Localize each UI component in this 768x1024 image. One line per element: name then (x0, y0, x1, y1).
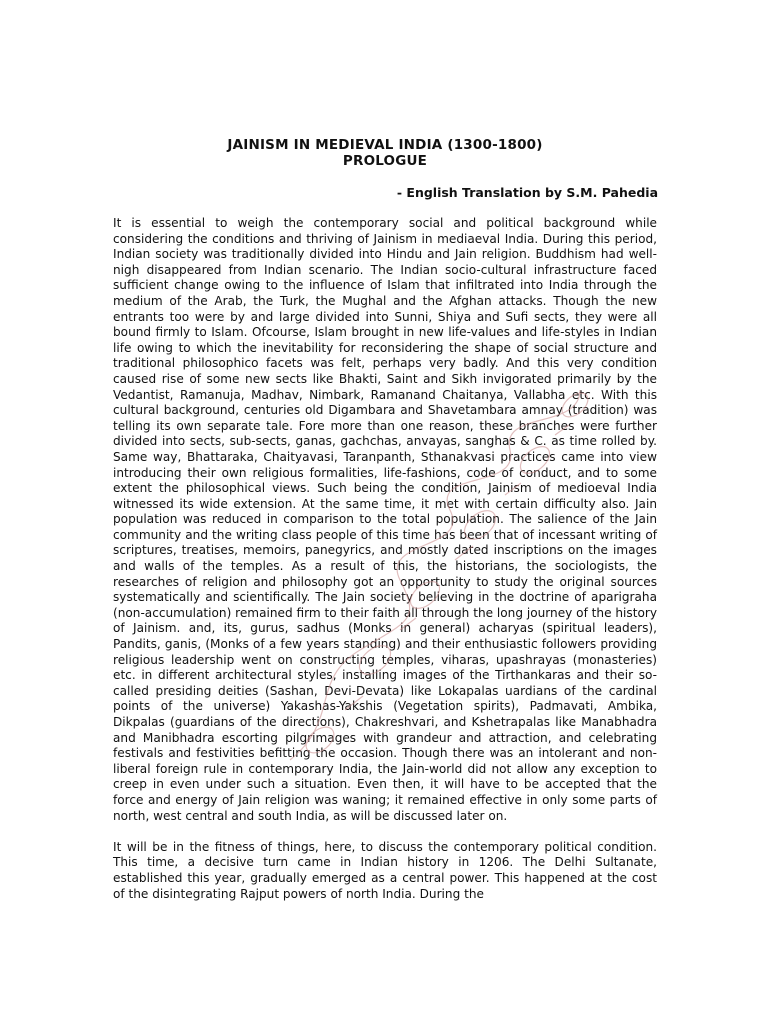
document-title: JAINISM IN MEDIEVAL INDIA (1300-1800) (227, 137, 543, 153)
document-body (113, 216, 657, 902)
paragraph-2: It will be in the fitness of things, here, to discuss the contemporary political condition. This time, a decisive turn came in Indian history in 1206. The Delhi Sultanate, established this year, gradually emerged as a central power. This happened at the cost of the disintegrating Rajput powers of north India. During the (113, 839, 657, 901)
document-subtitle: PROLOGUE (342, 153, 428, 169)
paragraph-1: It is essential to weigh the contemporary social and political background while considering the conditions and thriving of Jainism in mediaeval India. During this period, Indian society was traditionally divided into Hindu and Jain religion. Buddhism had well-nigh disappeared from Indian scenario. The Indian socio-cultural infrastructure faced sufficient change owing to the influence of Islam that infiltrated into India through the medium of the Arab, the Turk, the Mughal and the Afghan attacks. Though the new entrants too were by and large divided into Sunni, Shiya and Sufi sects, they were all bound firmly to Islam. Ofcourse, Islam brought in new life-values and life-styles in Indian life owing to which the inevitability for reconsidering the shape of social structure and traditional philosophico facets was felt, perhaps very badly. And this very condition caused rise of some new sects like Bhakti, Saint and Sikh invigorated primarily by the Vedantist, Ramanuja, Madhav, Nimbark, Ramanand Chaitanya, Vallabha etc. With this cultural background, centuries old Digambara and Shavetambara amnay (tradition) was telling its own separate tale. Fore more than one reason, these branches were further divided into sects, sub-sects, ganas, gachchas, anvayas, sanghas & C. as time rolled by. Same way, Bhattaraka, Chaityavasi, Taranpanth, Sthanakvasi practices came into view introducing their own religious formalities, life-fashions, code of conduct, and to some extent the philosophical views. Such being the condition, Jainism of medioeval India witnessed its wide extension. At the same time, it met with certain difficulty also. Jain population was reduced in comparison to the total population. The salience of the Jain community and the writing class people of this time has been that of incessant writing of scriptures, treatises, memoirs, panegyrics, and mostly dated inscriptions on the images and walls of the temples. As a result of this, the historians, the sociologists, the researches of religion and philosophy got an opportunity to study the original sources systematically and scientifically. The Jain society believing in the doctrine of aparigraha (non-accumulation) remained firm to their faith all through the long journey of the history of Jainism. and, its, gurus, sadhus (Monks in general) acharyas (spiritual leaders), Pandits, ganis, (Monks of a few years standing) and their enthusiastic followers providing religious leadership went on constructing temples, viharas, upashrayas (monasteries) etc. in different architectural styles, installing images of the Tirthankaras and their so-called presiding deities (Sashan, Devi-Devata) like Lokapalas uardians of the cardinal points of the universe) Yakashas-Yakshis (Vegetation spirits), Padmavati, Ambika, Dikpalas (guardians of the directions), Chakreshvari, and Kshetrapalas like Manabhadra and Manibhadra escorting pilgrimages with grandeur and attraction, and celebrating festivals and festivities befitting the occasion. Though there was an intolerant and non-liberal foreign rule in contemporary India, the Jain-world did not allow any exception to creep in even under such a situation. Even then, it will have to be accepted that the force and energy of Jain religion was waning; it remained effective in only some parts of north, west central and south India, as will be discussed later on. (113, 216, 657, 823)
translator-byline: - English Translation by S.M. Pahedia (396, 185, 658, 200)
